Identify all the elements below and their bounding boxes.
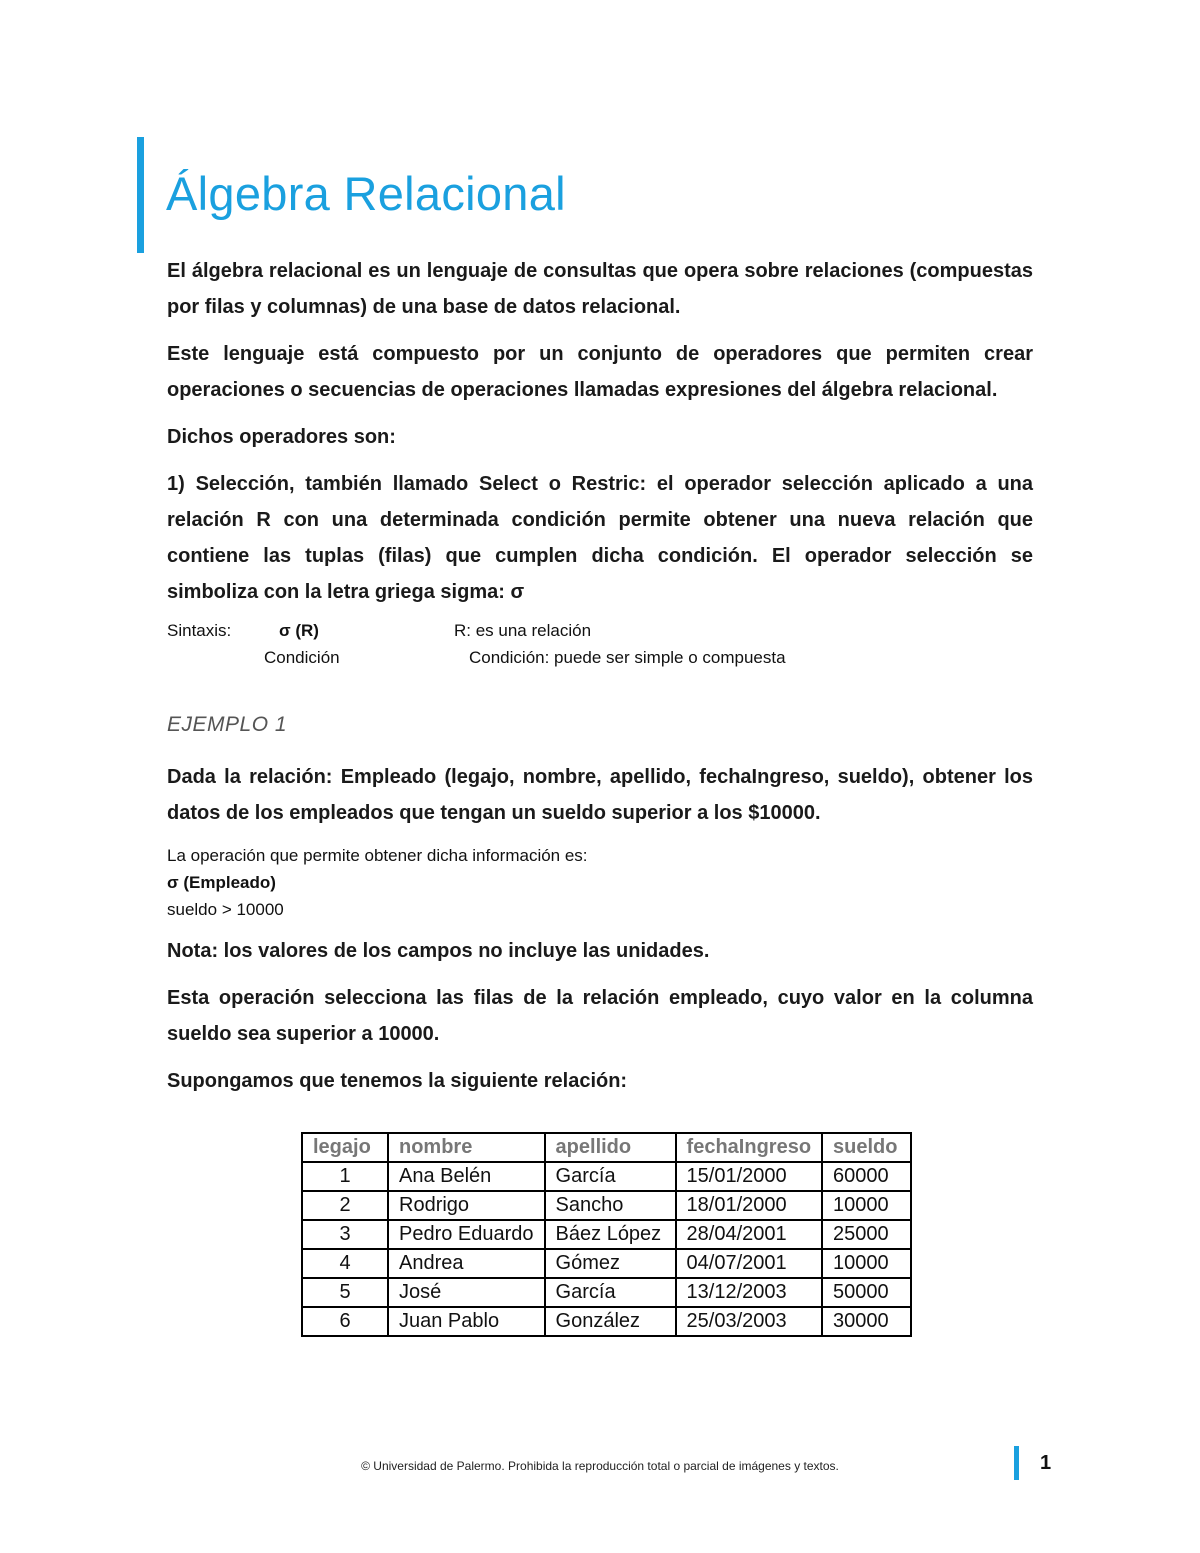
table-cell: José <box>388 1278 545 1307</box>
title-accent-bar <box>137 137 144 253</box>
example-statement: Dada la relación: Empleado (legajo, nombre, apellido, fechaIngreso, sueldo), obtener los datos de los empleados que tengan un sueldo superior a los $10000. <box>167 766 1033 824</box>
table-header-row <box>302 1133 911 1162</box>
operation-condition: sueldo > 10000 <box>167 900 284 919</box>
table-cell: Rodrigo <box>388 1191 545 1220</box>
selection-term: Selección <box>195 473 289 495</box>
table-cell: 1 <box>302 1162 388 1191</box>
example-suppose: Supongamos que tenemos la siguiente relación: <box>167 1070 628 1092</box>
paragraph-intro: El álgebra relacional es un lenguaje de consultas que opera sobre relaciones (compuestas por filas y columnas) de una base de datos relacional. <box>167 260 1033 318</box>
employee-relation-table <box>301 1132 912 1337</box>
table-cell: Sancho <box>545 1191 676 1220</box>
syntax-block <box>167 621 1033 679</box>
table-cell: 13/12/2003 <box>676 1278 822 1307</box>
table-cell: 6 <box>302 1307 388 1336</box>
table-row <box>302 1249 911 1278</box>
paragraph-operators: Este lenguaje está compuesto por un conjunto de operadores que permiten crear operaciones o secuencias de operaciones llamadas expresiones del álgebra relacional. <box>167 343 1033 401</box>
table-cell: 60000 <box>822 1162 911 1191</box>
table-row <box>302 1162 911 1191</box>
operation-block <box>167 842 1033 923</box>
table-cell: 3 <box>302 1220 388 1249</box>
syntax-condition-description: Condición: puede ser simple o compuesta <box>469 648 786 667</box>
table-row <box>302 1307 911 1336</box>
table-cell: 10000 <box>822 1249 911 1278</box>
footer-accent-bar <box>1014 1446 1019 1480</box>
table-cell: García <box>545 1278 676 1307</box>
table-header-cell: sueldo <box>822 1133 911 1162</box>
syntax-condition: Condición <box>264 648 340 667</box>
table-cell: 18/01/2000 <box>676 1191 822 1220</box>
table-cell: García <box>545 1162 676 1191</box>
table-cell: 25/03/2003 <box>676 1307 822 1336</box>
page-title: Álgebra Relacional <box>166 167 566 220</box>
syntax-label: Sintaxis: <box>167 621 232 640</box>
table-header-cell: nombre <box>388 1133 545 1162</box>
page-number: 1 <box>1040 1452 1052 1474</box>
operation-intro: La operación que permite obtener dicha información es: <box>167 846 588 865</box>
table-cell: Báez López <box>545 1220 676 1249</box>
paragraph-list-intro: Dichos operadores son: <box>167 426 396 448</box>
table-cell: 4 <box>302 1249 388 1278</box>
footer-copyright: © Universidad de Palermo. Prohibida la reproducción total o parcial de imágenes y textos. <box>361 1459 839 1473</box>
table-cell: 5 <box>302 1278 388 1307</box>
table-cell: Ana Belén <box>388 1162 545 1191</box>
paragraph-selection <box>167 466 1033 610</box>
table-cell: Gómez <box>545 1249 676 1278</box>
table-cell: 30000 <box>822 1307 911 1336</box>
table-cell: 2 <box>302 1191 388 1220</box>
table-cell: Pedro Eduardo <box>388 1220 545 1249</box>
table-header-cell: legajo <box>302 1133 388 1162</box>
table-cell: 10000 <box>822 1191 911 1220</box>
selection-description: , también llamado Select o Restric: el operador selección aplicado a una relación R con una determinada condición permite obtener una nueva relación que contiene las tuplas (filas) que cumplen dicha condición. El operador selección se simboliza con la letra griega sigma: σ <box>167 473 1034 603</box>
table-cell: Andrea <box>388 1249 545 1278</box>
table-header-cell: fechaIngreso <box>676 1133 822 1162</box>
syntax-expression: σ (R) <box>279 621 319 640</box>
table-row <box>302 1191 911 1220</box>
table-cell: 28/04/2001 <box>676 1220 822 1249</box>
syntax-r-description: R: es una relación <box>454 621 592 640</box>
table-cell: 04/07/2001 <box>676 1249 822 1278</box>
table-row <box>302 1278 911 1307</box>
table-cell: Juan Pablo <box>388 1307 545 1336</box>
table-cell: González <box>545 1307 676 1336</box>
table-row <box>302 1220 911 1249</box>
example-explanation: Esta operación selecciona las filas de la relación empleado, cuyo valor en la columna sueldo sea superior a 10000. <box>167 987 1033 1045</box>
table-cell: 15/01/2000 <box>676 1162 822 1191</box>
table-cell: 25000 <box>822 1220 911 1249</box>
operation-expression: σ (Empleado) <box>167 873 276 892</box>
selection-number: 1) <box>167 473 185 495</box>
table-cell: 50000 <box>822 1278 911 1307</box>
note: Nota: los valores de los campos no incluye las unidades. <box>167 940 710 962</box>
example-label: EJEMPLO 1 <box>167 713 288 736</box>
table-header-cell: apellido <box>545 1133 676 1162</box>
document-body <box>167 253 1033 1110</box>
